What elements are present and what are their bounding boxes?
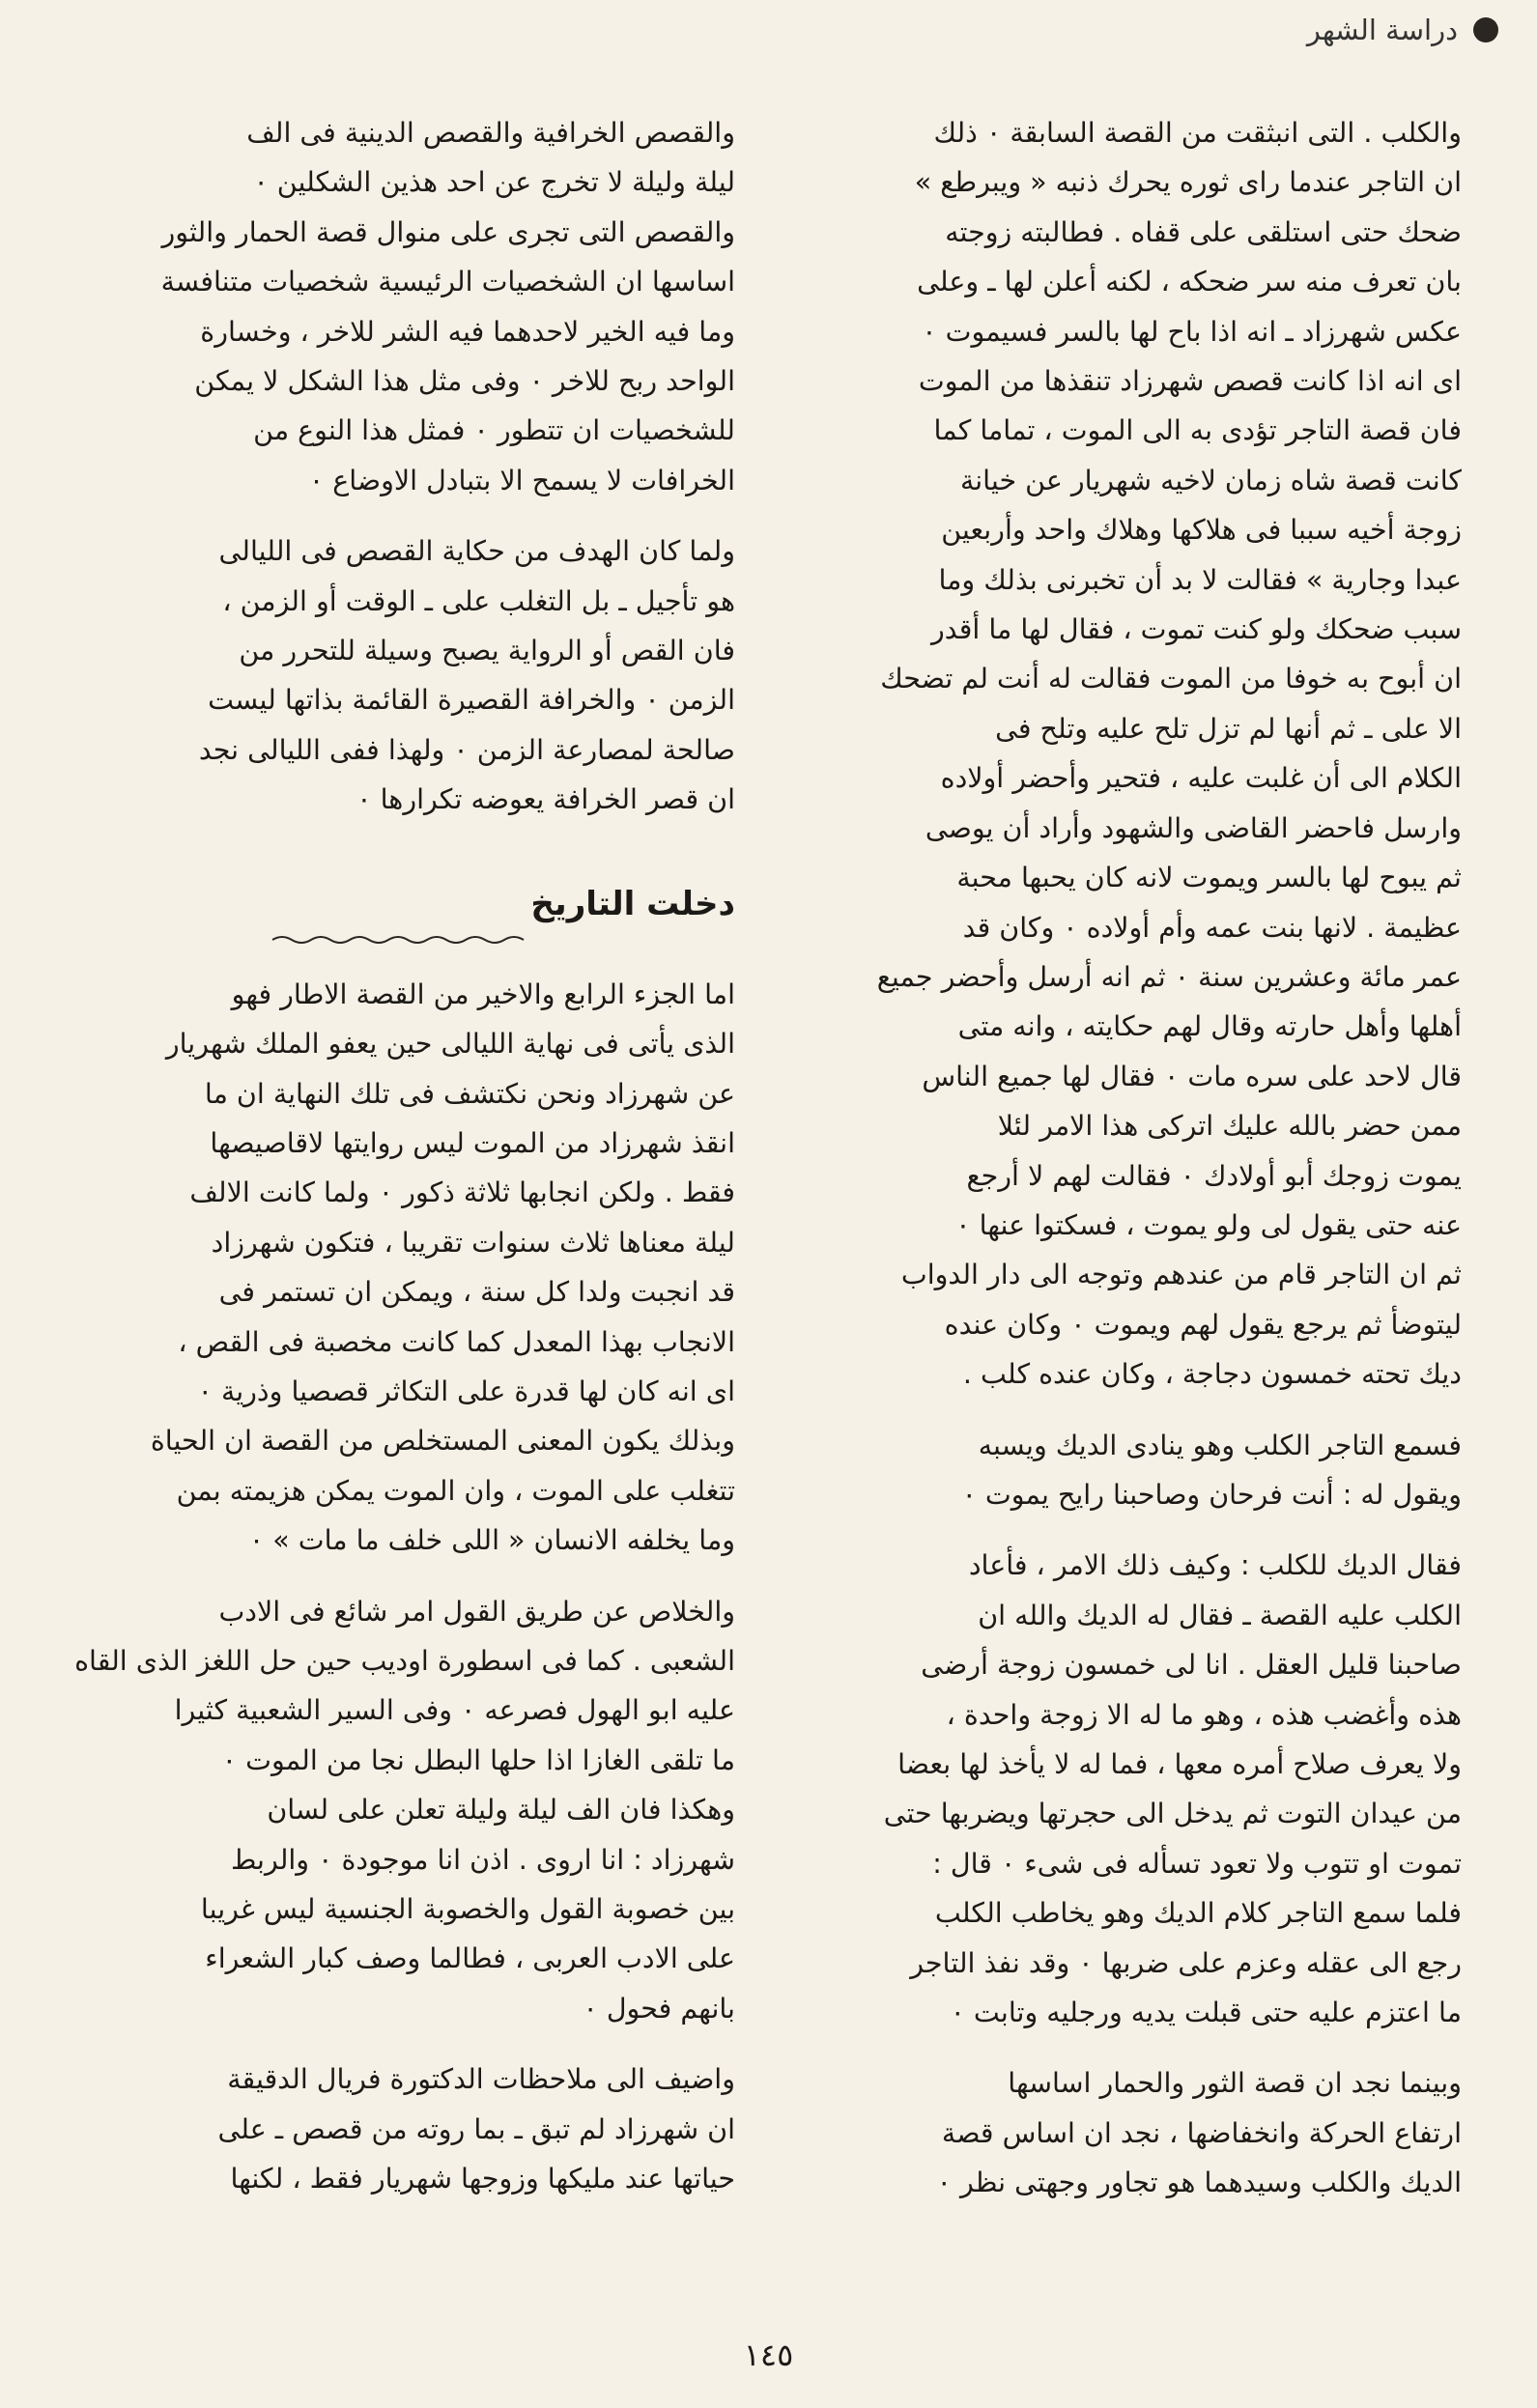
paragraph: واضيف الى ملاحظات الدكتورة فريال الدقيقة ان شهرزاد لم تبق ـ بما روته من قصص ـ على حياتها عند مليكها وزوجها شهريار فقط ، لكنها bbox=[217, 2063, 735, 2196]
paragraph: فسمع التاجر الكلب وهو ينادى الديك ويسبه ويقول له : أنت فرحان وصاحبنا رايح يموت ٠ bbox=[961, 1429, 1462, 1511]
running-header bbox=[1307, 14, 1498, 46]
paragraph: والخلاص عن طريق القول امر شائع فى الادب الشعبى . كما فى اسطورة اوديب حين حل اللغز الذى القاه عليه ابو الهول فصرعه ٠ وفى السير الشعبية كثيرا ما تلقى الغازا اذا حلها البطل نجا من الموت ٠ وهكذا فان الف ليلة وليلة تعلن على لسان شهرزاد : انا اروى . اذن انا موجودة ٠ والربط بين خصوبة القول والخصوبة الجنسية ليس غريبا على الادب العربى ، فطالما وصف كبار الشعراء بانهم فحول ٠ bbox=[74, 1595, 735, 2025]
header-bullet-icon bbox=[1473, 17, 1498, 42]
section-title: دخلت التاريخ bbox=[530, 884, 735, 923]
right-column bbox=[783, 108, 1462, 2359]
paragraph: ولما كان الهدف من حكاية القصص فى الليالى هو تأجيل ـ بل التغلب على ـ الوقت أو الزمن ، فان القص أو الرواية يصبح وسيلة للتحرر من الزمن ٠ والخرافة القصيرة القائمة بذاتها ليست صالحة لمصارعة الزمن ٠ ولهذا ففى الليالى نجد ان قصر الخرافة يعوضه تكرارها ٠ bbox=[198, 535, 735, 816]
paragraph: والقصص الخرافية والقصص الدينية فى الف ليلة وليلة لا تخرج عن احد هذين الشكلين ٠ والقصص التى تجرى على منوال قصة الحمار والثور اساسها ان الشخصيات الرئيسية شخصيات متنافسة وما فيه الخير لاحدهما فيه الشر للاخر ، وخسارة الواحد ربح للاخر ٠ وفى مثل هذا الشكل لا يمكن للشخصيات ان تتطور ٠ فمثل هذا النوع من الخرافات لا يسمح الا بتبادل الاوضاع ٠ bbox=[160, 117, 735, 496]
paragraph: اما الجزء الرابع والاخير من القصة الاطار فهو الذى يأتى فى نهاية الليالى حين يعفو الملك شهريار عن شهرزاد ونحن نكتشف فى تلك النهاية ان ما انقذ شهرزاد من الموت ليس روايتها لاقاصيصها فقط . ولكن انجابها ثلاثة ذكور ٠ ولما كانت الالف ليلة معناها ثلاث سنوات تقريبا ، فتكون شهرزاد قد انجبت ولدا كل سنة ، ويمكن ان تستمر فى الانجاب بهذا المعدل كما كانت مخصبة فى القص ، اى انه كان لها قدرة على التكاثر قصصيا وذرية ٠ وبذلك يكون المعنى المستخلص من القصة ان الحياة تتغلب على الموت ، وان الموت يمكن هزيمته بمن وما يخلفه الانسان « اللى خلف ما مات » ٠ bbox=[150, 977, 735, 1557]
paragraph: والكلب . التى انبثقت من القصة السابقة ٠ ذلك ان التاجر عندما راى ثوره يحرك ذنبه « ويبرطع » ضحك حتى استلقى على قفاه . فطالبته زوجته بان تعرف منه سر ضحكه ، لكنه أعلن لها ـ وعلى عكس شهرزاد ـ انه اذا باح لها بالسر فسيموت ٠ اى انه اذا كانت قصص شهرزاد تنقذها من الموت فان قصة التاجر تؤدى به الى الموت ، تماما كما كانت قصة شاه زمان لاخيه شهريار عن خيانة زوجة أخيه سببا فى هلاكها وهلاك واحد وأربعين عبدا وجارية » فقالت لا بد أن تخبرنى بذلك وما سبب ضحكك ولو كنت تموت ، فقال لها ما أقدر ان أبوح به خوفا من الموت فقالت له أنت لم تضحك الا على ـ ثم أنها لم تزل تلح عليه وتلح فى الكلام الى أن غلبت عليه ، فتحير وأحضر أولاده وارسل فاحضر القاضى والشهود وأراد أن يوصى ثم يبوح لها بالسر ويموت لانه كان يحبها محبة عظيمة . لانها بنت عمه وأم أولاده ٠ وكان قد عمر مائة وعشرين سنة ٠ ثم انه أرسل وأحضر جميع أهلها وأهل حارته وقال لهم حكايته ، وانه متى قال لاحد على سره مات ٠ فقال لها جميع الناس ممن حضر بالله عليك اتركى هذا الامر لئلا يموت زوجك أبو أولادك ٠ فقالت لهم لا أرجع عنه حتى يقول لى ولو يموت ، فسكتوا عنها ٠ ثم ان التاجر قام من عندهم وتوجه الى دار الدواب ليتوضأ ثم يرجع يقول لهم ويموت ٠ وكان عنده ديك تحته خمسون دجاجة ، وكان عنده كلب . bbox=[876, 117, 1462, 1391]
left-column bbox=[66, 108, 735, 2359]
paragraph: وبينما نجد ان قصة الثور والحمار اساسها ارتفاع الحركة وانخفاضها ، نجد ان اساس قصة الديك والكلب وسيدهما هو تجاور وجهتى نظر ٠ bbox=[936, 2067, 1462, 2199]
wavy-rule-icon bbox=[270, 933, 531, 947]
page-number: ١٤٥ bbox=[743, 2337, 794, 2373]
header-title: دراسة الشهر bbox=[1306, 14, 1458, 46]
paragraph: فقال الديك للكلب : وكيف ذلك الامر ، فأعاد الكلب عليه القصة ـ فقال له الديك والله ان صاحبنا قليل العقل . انا لى خمسون زوجة أرضى هذه وأغضب هذه ، وهو ما له الا زوجة واحدة ، ولا يعرف صلاح أمره معها ، فما له لا يأخذ لها بعضا من عيدان التوت ثم يدخل الى حجرتها ويضربها حتى تموت او تتوب ولا تعود تسأله فى شىء ٠ قال : فلما سمع التاجر كلام الديك وهو يخاطب الكلب رجع الى عقله وعزم على ضربها ٠ وقد نفذ التاجر ما اعتزم عليه حتى قبلت يديه ورجليه وتابت ٠ bbox=[883, 1549, 1462, 2029]
